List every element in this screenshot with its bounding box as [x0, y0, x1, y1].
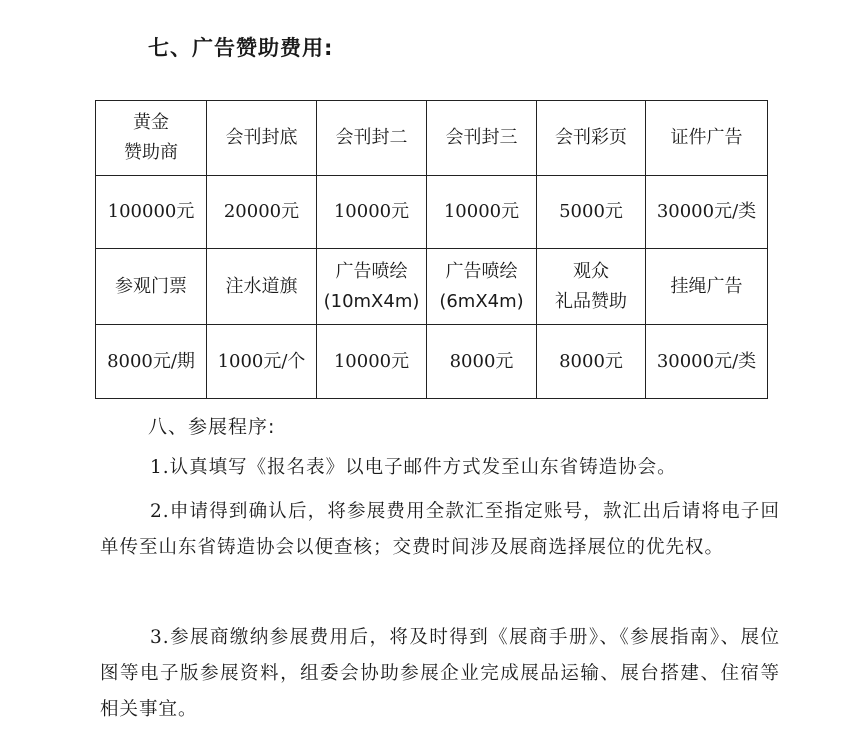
procedure-item-2: 2.申请得到确认后，将参展费用全款汇至指定账号，款汇出后请将电子回单传至山东省铸造协会以便查核；交费时间涉及展商选择展位的优先权。 — [100, 501, 780, 558]
table-cell: 观众 礼品赞助 — [537, 249, 646, 325]
procedure-item-1: 1.认真填写《报名表》以电子邮件方式发至山东省铸造协会。 — [150, 457, 677, 478]
table-cell: 20000元 — [207, 176, 317, 249]
procedure-item-3: 3.参展商缴纳参展费用后，将及时得到《展商手册》、《参展指南》、展位图等电子版参展资料，组委会协助参展企业完成展品运输、展台搭建、住宿等相关事宜。 — [100, 627, 780, 720]
table-cell: 5000元 — [537, 176, 646, 249]
sponsorship-fee-table — [95, 100, 768, 399]
table-cell: 8000元 — [537, 325, 646, 399]
table-cell: 会刊封底 — [207, 101, 317, 176]
table-cell: 广告喷绘 (10mX4m) — [317, 249, 427, 325]
table-cell: 参观门票 — [96, 249, 207, 325]
table-row — [96, 176, 768, 249]
table-row — [96, 325, 768, 399]
table-cell: 证件广告 — [646, 101, 768, 176]
table-cell: 100000元 — [96, 176, 207, 249]
table-cell: 30000元/类 — [646, 325, 768, 399]
section-7-heading: 七、广告赞助费用: — [148, 36, 334, 60]
section-8-heading: 八、参展程序: — [148, 416, 276, 438]
table-cell: 注水道旗 — [207, 249, 317, 325]
table-cell: 挂绳广告 — [646, 249, 768, 325]
table-cell: 黄金 赞助商 — [96, 101, 207, 176]
table-cell: 10000元 — [427, 176, 537, 249]
table-row — [96, 249, 768, 325]
table-cell: 会刊封二 — [317, 101, 427, 176]
table-cell: 会刊彩页 — [537, 101, 646, 176]
table-cell: 10000元 — [317, 176, 427, 249]
table-cell: 1000元/个 — [207, 325, 317, 399]
table-cell: 10000元 — [317, 325, 427, 399]
table-row — [96, 101, 768, 176]
table-cell: 会刊封三 — [427, 101, 537, 176]
table-cell: 8000元/期 — [96, 325, 207, 399]
table-cell: 8000元 — [427, 325, 537, 399]
table-cell: 广告喷绘 (6mX4m) — [427, 249, 537, 325]
table-cell: 30000元/类 — [646, 176, 768, 249]
